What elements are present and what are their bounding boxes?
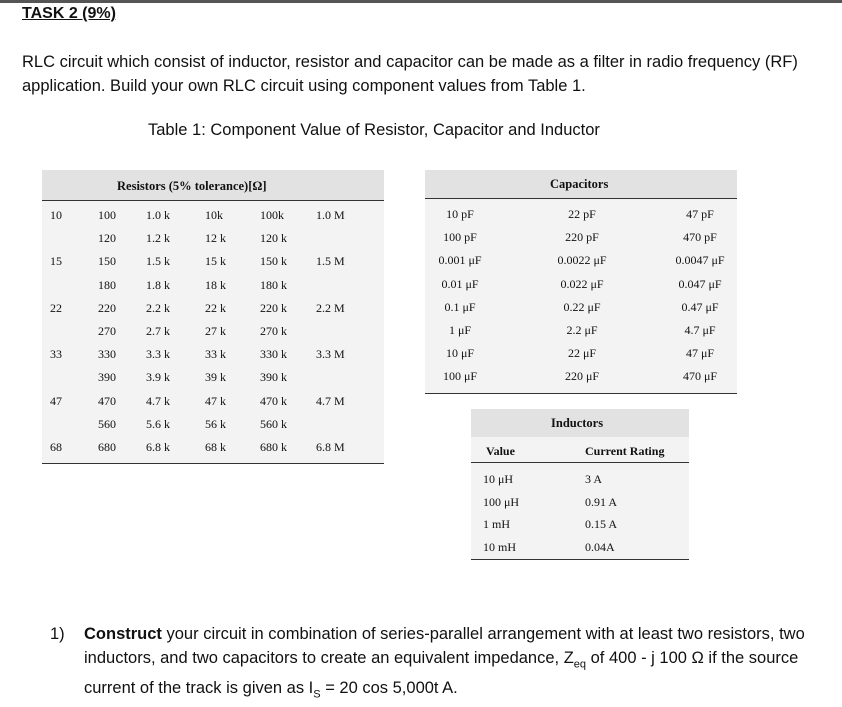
resistor-cell: 18 k — [205, 277, 226, 292]
resistor-cell: 68 k — [205, 440, 226, 454]
table-caption: Table 1: Component Value of Resistor, Capacitor and Inductor — [148, 121, 600, 139]
capacitor-cell: 100 μF — [442, 369, 478, 384]
resistor-cell: 560 k — [260, 416, 287, 431]
capacitor-cell: 0.1 μF — [444, 299, 476, 314]
inductor-table-title: Inductors — [551, 416, 604, 430]
capacitor-cell: 0.47 μF — [681, 299, 719, 314]
resistor-table-header — [42, 170, 384, 201]
capacitor-cell: 0.047 μF — [678, 276, 722, 291]
resistor-cell: 15 — [50, 254, 62, 269]
resistor-cell: 680 — [98, 440, 116, 454]
resistor-cell: 560 — [98, 416, 116, 431]
resistor-cell: 6.8 M — [316, 440, 345, 454]
resistor-cell: 150 k — [260, 254, 287, 269]
question-1 — [50, 622, 810, 707]
capacitor-cell: 470 pF — [683, 230, 717, 245]
capacitor-cell: 0.001 μF — [438, 253, 482, 268]
resistor-cell: 5.6 k — [146, 416, 170, 431]
question-number: 1) — [50, 625, 65, 643]
resistor-cell: 22 — [50, 300, 62, 315]
capacitor-cell: 10 pF — [446, 207, 474, 221]
question-bold-word: Construct — [84, 625, 162, 643]
resistor-cell: 270 k — [260, 324, 287, 338]
resistor-cell: 1.0 k — [146, 208, 170, 222]
resistor-cell: 1.5 M — [316, 254, 345, 269]
resistor-table-title: Resistors (5% tolerance)[Ω] — [117, 179, 267, 193]
resistor-cell: 150 — [98, 254, 116, 269]
inductor-col-value-header: Value — [486, 444, 515, 458]
resistor-cell: 390 — [98, 370, 116, 385]
capacitor-cell: 100 pF — [443, 230, 477, 245]
resistor-cell: 1.5 k — [146, 254, 170, 269]
capacitor-cell: 1 μF — [448, 323, 472, 337]
resistor-cell: 330 — [98, 347, 116, 362]
resistor-cell: 100k — [260, 208, 284, 222]
resistor-cell: 4.7 M — [316, 393, 345, 408]
inductor-cell: 10 mH — [483, 539, 516, 554]
resistor-cell: 47 k — [205, 393, 226, 408]
resistor-cell: 1.0 M — [316, 208, 345, 222]
resistor-cell: 470 — [98, 393, 116, 408]
task-title: TASK 2 (9%) — [22, 5, 116, 22]
capacitor-cell: 47 μF — [685, 346, 715, 361]
capacitor-cell: 0.01 μF — [441, 276, 479, 291]
resistor-cell: 180 — [98, 277, 116, 292]
question-text-part1: your circuit in combination of series-parallel arrangement with at least two resistors, two inductors, and two capacitors to create an equivalent impedance, Z — [84, 625, 805, 667]
resistor-cell: 22 k — [205, 300, 226, 315]
capacitor-cell: 47 pF — [686, 207, 714, 221]
capacitor-table-title: Capacitors — [550, 177, 609, 191]
resistor-cell: 6.8 k — [146, 440, 170, 454]
resistor-cell: 220 — [98, 300, 116, 315]
inductor-cell: 0.91 A — [585, 494, 618, 509]
capacitor-table-header — [425, 170, 737, 199]
capacitor-cell: 220 μF — [564, 369, 600, 384]
resistor-cell: 56 k — [205, 416, 226, 431]
resistor-cell: 39 k — [205, 370, 226, 385]
question-text-part3: = 20 cos 5,000t A. — [320, 679, 458, 698]
resistor-cell: 120 k — [260, 231, 287, 246]
question-sub-eq: eq — [573, 658, 587, 671]
inductor-col-current-header: Current Rating — [585, 444, 665, 458]
question-text — [84, 622, 810, 707]
capacitor-cell: 2.2 μF — [566, 323, 598, 337]
resistor-cell: 27 k — [205, 324, 226, 338]
capacitor-table-bottom-rule — [425, 393, 737, 394]
resistor-cell: 2.7 k — [146, 324, 170, 338]
inductor-table-bottom-rule — [471, 559, 689, 560]
resistor-cell: 3.3 M — [316, 347, 345, 362]
resistor-cell: 10 — [50, 208, 62, 222]
resistor-cell: 12 k — [205, 231, 226, 246]
inductor-cell: 1 mH — [483, 517, 510, 531]
resistor-cell: 33 — [50, 347, 62, 362]
resistor-cell: 3.9 k — [146, 370, 170, 385]
resistor-cell: 180 k — [260, 277, 287, 292]
resistor-cell: 2.2 M — [316, 300, 345, 315]
resistor-cell: 3.3 k — [146, 347, 170, 362]
inductor-cell: 100 μH — [483, 494, 520, 509]
question-text-part2: of 400 - j 100 Ω if the source current of the track is given as I — [84, 649, 799, 698]
capacitor-cell: 22 μF — [567, 346, 597, 361]
capacitor-cell: 0.0022 μF — [557, 253, 607, 268]
inductor-cell: 0.04A — [585, 539, 615, 554]
resistor-cell: 330 k — [260, 347, 287, 362]
resistor-cell: 33 k — [205, 347, 226, 362]
capacitor-cell: 220 pF — [565, 230, 599, 245]
resistor-cell: 220 k — [260, 300, 287, 315]
capacitor-cell: 22 pF — [568, 207, 596, 221]
resistor-cell: 15 k — [205, 254, 226, 269]
resistor-cell: 47 — [50, 393, 62, 408]
resistor-cell: 2.2 k — [146, 300, 170, 315]
resistor-cell: 10k — [205, 208, 223, 222]
intro-paragraph: RLC circuit which consist of inductor, resistor and capacitor can be made as a filter in radio frequency (RF) application. Build your own RLC circuit using component values from Table 1. — [22, 53, 798, 95]
resistor-cell: 4.7 k — [146, 393, 170, 408]
inductor-table-header — [471, 409, 689, 438]
question-sub-s: S — [313, 688, 321, 701]
resistor-cell: 470 k — [260, 393, 287, 408]
resistor-cell: 1.8 k — [146, 277, 170, 292]
capacitor-cell: 10 μF — [445, 346, 475, 361]
resistor-cell: 390 k — [260, 370, 287, 385]
resistor-table-bottom-rule — [42, 463, 384, 464]
inductor-cell: 10 μH — [483, 472, 514, 486]
inductor-cell: 3 A — [585, 472, 603, 486]
capacitor-cell: 4.7 μF — [684, 323, 716, 337]
resistor-cell: 120 — [98, 231, 116, 246]
resistor-cell: 68 — [50, 440, 62, 454]
capacitor-cell: 470 μF — [682, 369, 718, 384]
capacitor-cell: 0.022 μF — [560, 276, 604, 291]
capacitor-cell: 0.22 μF — [563, 299, 601, 314]
capacitor-cell: 0.0047 μF — [675, 253, 725, 268]
resistor-cell: 680 k — [260, 440, 287, 454]
top-rule — [0, 0, 842, 3]
resistor-cell: 270 — [98, 324, 116, 338]
resistor-cell: 100 — [98, 208, 116, 222]
inductor-cell: 0.15 A — [585, 517, 618, 531]
resistor-cell: 1.2 k — [146, 231, 170, 246]
